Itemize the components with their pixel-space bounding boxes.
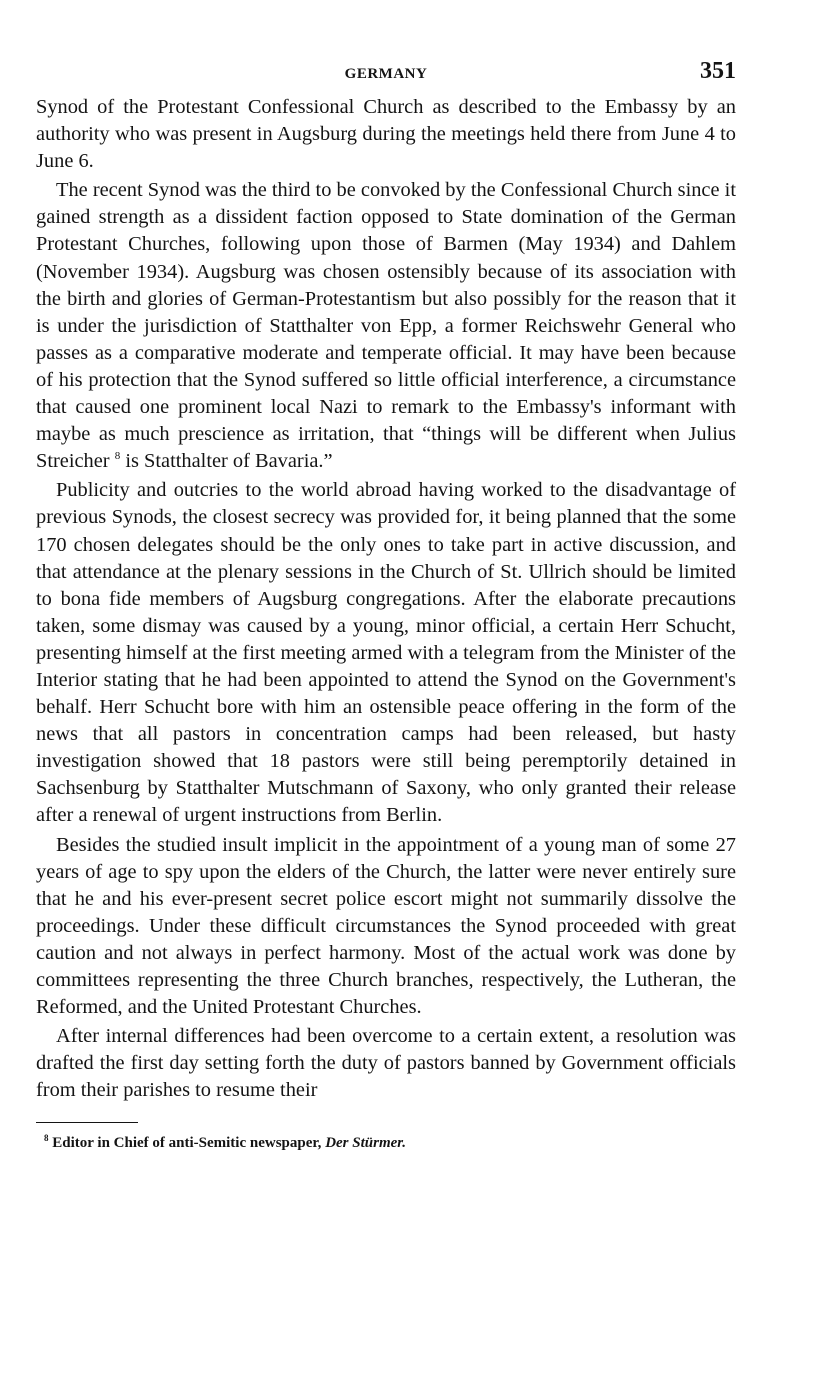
paragraph: Publicity and outcries to the world abroad having worked to the disadvantage of previous Synods, the closest secrecy was provided for, it being planned that the some 170 chosen delegates should be the only ones to take part in active discussion, and that attendance at the plenary sessions in the Church of St. Ullrich should be limited to bona fide members of Augsburg congregations. After the elaborate precautions taken, some dismay was caused by a young, minor official, a certain Herr Schucht, presenting himself at the first meeting armed with a telegram from the Minister of the Interior stating that he had been appointed to attend the Synod on the Government's behalf. Herr Schucht bore with him an ostensible peace offering in the form of the news that all pastors in concentration camps had been released, but hasty investigation showed that 18 pastors were still being peremptorily detained in Sachsenburg by Statthalter Mutschmann of Saxony, who only granted their release after a renewal of urgent instructions from Berlin. (36, 479, 736, 827)
paragraph-text: is Statthalter of Bavaria.” (125, 450, 333, 473)
footnote-divider (36, 1122, 138, 1123)
document-page (36, 58, 736, 1153)
footnote-publication: Der Stürmer. (325, 1135, 407, 1152)
paragraph: Besides the studied insult implicit in the appointment of a young man of some 27 years of age to spy upon the elders of the Church, the latter were never entirely sure that he and his ever-present secret police escort might not summarily dissolve the proceedings. Under these difficult circumstances the Synod proceeded with great caution and not always in perfect harmony. Most of the actual work was done by committees representing the three Church branches, respectively, the Lutheran, the Reformed, and the United Protestant Churches. (36, 833, 736, 1019)
footnote (36, 1133, 736, 1153)
body-text (36, 94, 736, 1104)
paragraph-text: The recent Synod was the third to be convoked by the Confessional Church since it gained strength as a dissident faction opposed to State domination of the German Protestant Churches, following upon those of Barmen (May 1934) and Dahlem (November 1934). Augsburg was chosen ostensibly because of its association with the birth and glories of German-Protestantism but also possibly for the reason that it is under the jurisdiction of Statthalter von Epp, a former Reichswehr General who passes as a comparative moderate and temperate official. It may have been because of his protection that the Synod suffered so little official interference, a circumstance that caused one prominent local Nazi to remark to the Embassy's informant with maybe as much prescience as irritation, that “things will be different when Julius Streicher (36, 179, 736, 473)
footnote-reference: 8 (114, 450, 121, 463)
page-number: 351 (700, 58, 736, 84)
running-head: GERMANY (344, 66, 428, 82)
footnote-mark: 8 (44, 1133, 49, 1144)
page-header (36, 58, 736, 94)
paragraph: Synod of the Protestant Confessional Church as described to the Embassy by an authority who was present in Augsburg during the meetings held there from June 4 to June 6. (36, 96, 736, 173)
paragraph: After internal differences had been overcome to a certain extent, a resolution was drafted the first day setting forth the duty of pastors banned by Government officials from their parishes to resume their (36, 1025, 736, 1102)
footnote-text: Editor in Chief of anti-Semitic newspaper, (52, 1135, 322, 1152)
paragraph (36, 177, 736, 475)
